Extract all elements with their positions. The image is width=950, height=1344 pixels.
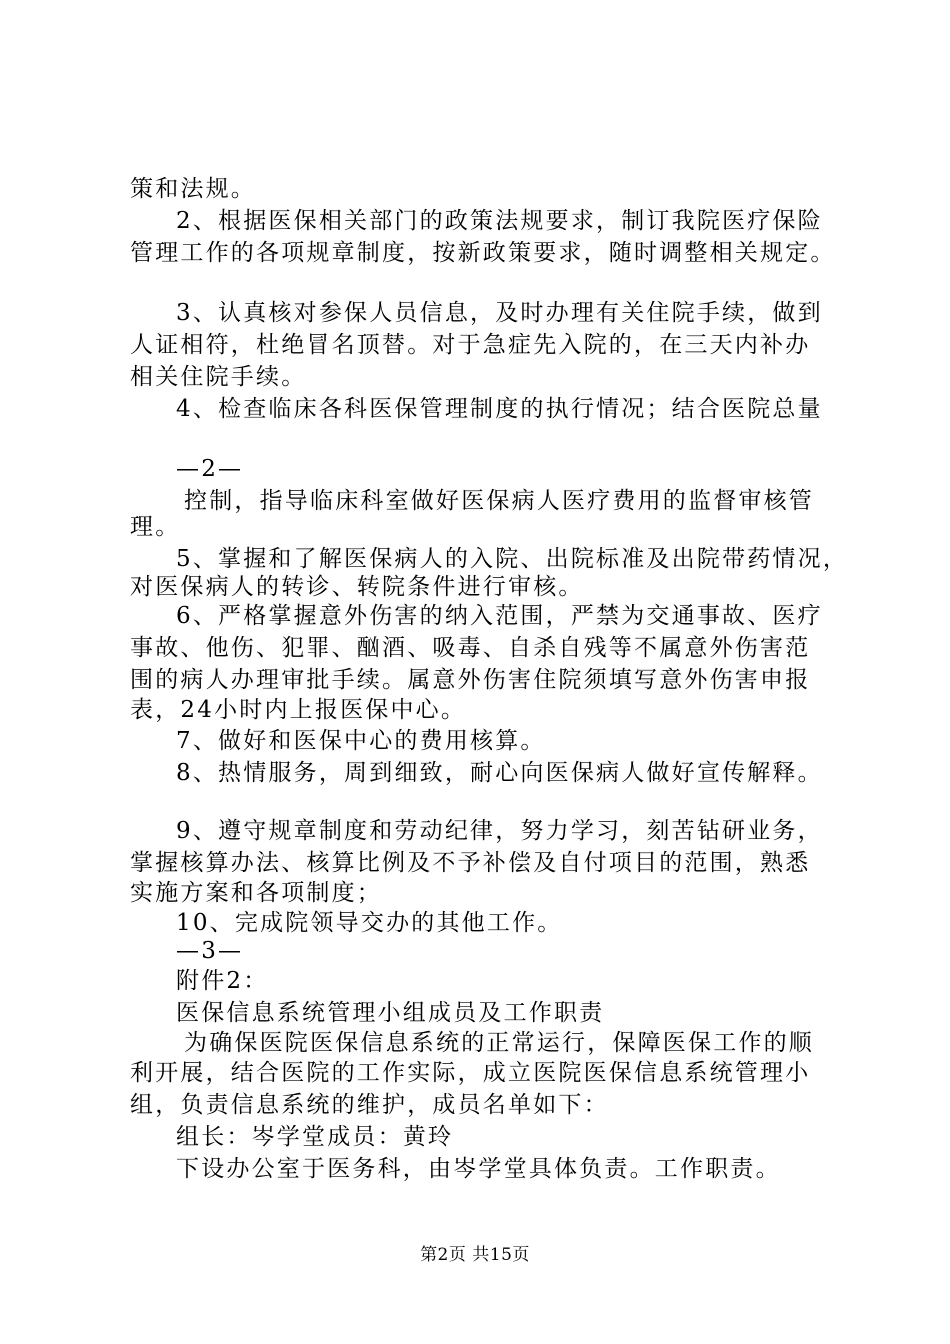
text-line: 实施方案和各项制度； (130, 880, 382, 906)
text-line: 3、认真核对参保人员信息，及时办理有关住院手续，做到 (176, 300, 823, 326)
text-line: 利开展，结合医院的工作实际，成立医院医保信息系统管理小 (130, 1060, 811, 1086)
text-line: 7、做好和医保中心的费用核算。 (176, 728, 546, 754)
text-line: 2、根据医保相关部门的政策法规要求，制订我院医疗保险 (176, 208, 823, 234)
text-line: 8、热情服务，周到细致，耐心向医保病人做好宣传解释。 (176, 760, 823, 786)
text-line: 控制，指导临床科室做好医保病人医疗费用的监督审核管 (184, 488, 814, 514)
text-line: 对医保病人的转诊、转院条件进行审核。 (130, 574, 584, 600)
text-line: 管理工作的各项规章制度，按新政策要求，随时调整相关规定。 (130, 240, 836, 266)
text-line: 10、完成院领导交办的其他工作。 (176, 910, 563, 936)
text-line: 下设办公室于医务科，由岑学堂具体负责。工作职责。 (176, 1156, 781, 1182)
text-line: 组长：岑学堂成员：黄玲 (176, 1124, 454, 1150)
text-line: 为确保医院医保信息系统的正常运行，保障医保工作的顺 (184, 1030, 814, 1056)
text-line: 6、严格掌握意外伤害的纳入范围，严禁为交通事故、医疗 (176, 603, 823, 629)
text-line: 围的病人办理审批手续。属意外伤害住院须填写意外伤害申报 (130, 667, 811, 693)
attachment-label: 附件2： (176, 968, 269, 994)
text-line: 4、检查临床各科医保管理制度的执行情况；结合医院总量 (176, 396, 823, 422)
text-line: 人证相符，杜绝冒名顶替。对于急症先入院的，在三天内补办 (130, 332, 811, 358)
page-marker: —2— (176, 456, 244, 482)
text-line: 相关住院手续。 (130, 364, 307, 390)
page-footer: 第2页 共15页 (420, 1245, 530, 1265)
text-line: 掌握核算办法、核算比例及不予补偿及自付项目的范围，熟悉 (130, 850, 811, 876)
text-line: 策和法规。 (130, 176, 256, 202)
text-line: 表，24小时内上报医保中心。 (130, 697, 467, 723)
section-title: 医保信息系统管理小组成员及工作职责 (176, 1000, 605, 1026)
text-line: 理。 (130, 514, 181, 540)
text-line: 组，负责信息系统的维护，成员名单如下： (130, 1092, 609, 1118)
text-line: 5、掌握和了解医保病人的入院、出院标准及出院带药情况， (176, 546, 849, 572)
text-line: 事故、他伤、犯罪、酗酒、吸毒、自杀自残等不属意外伤害范 (130, 635, 811, 661)
page-marker: —3— (176, 938, 244, 964)
text-line: 9、遵守规章制度和劳动纪律，努力学习，刻苦钻研业务， (176, 818, 823, 844)
